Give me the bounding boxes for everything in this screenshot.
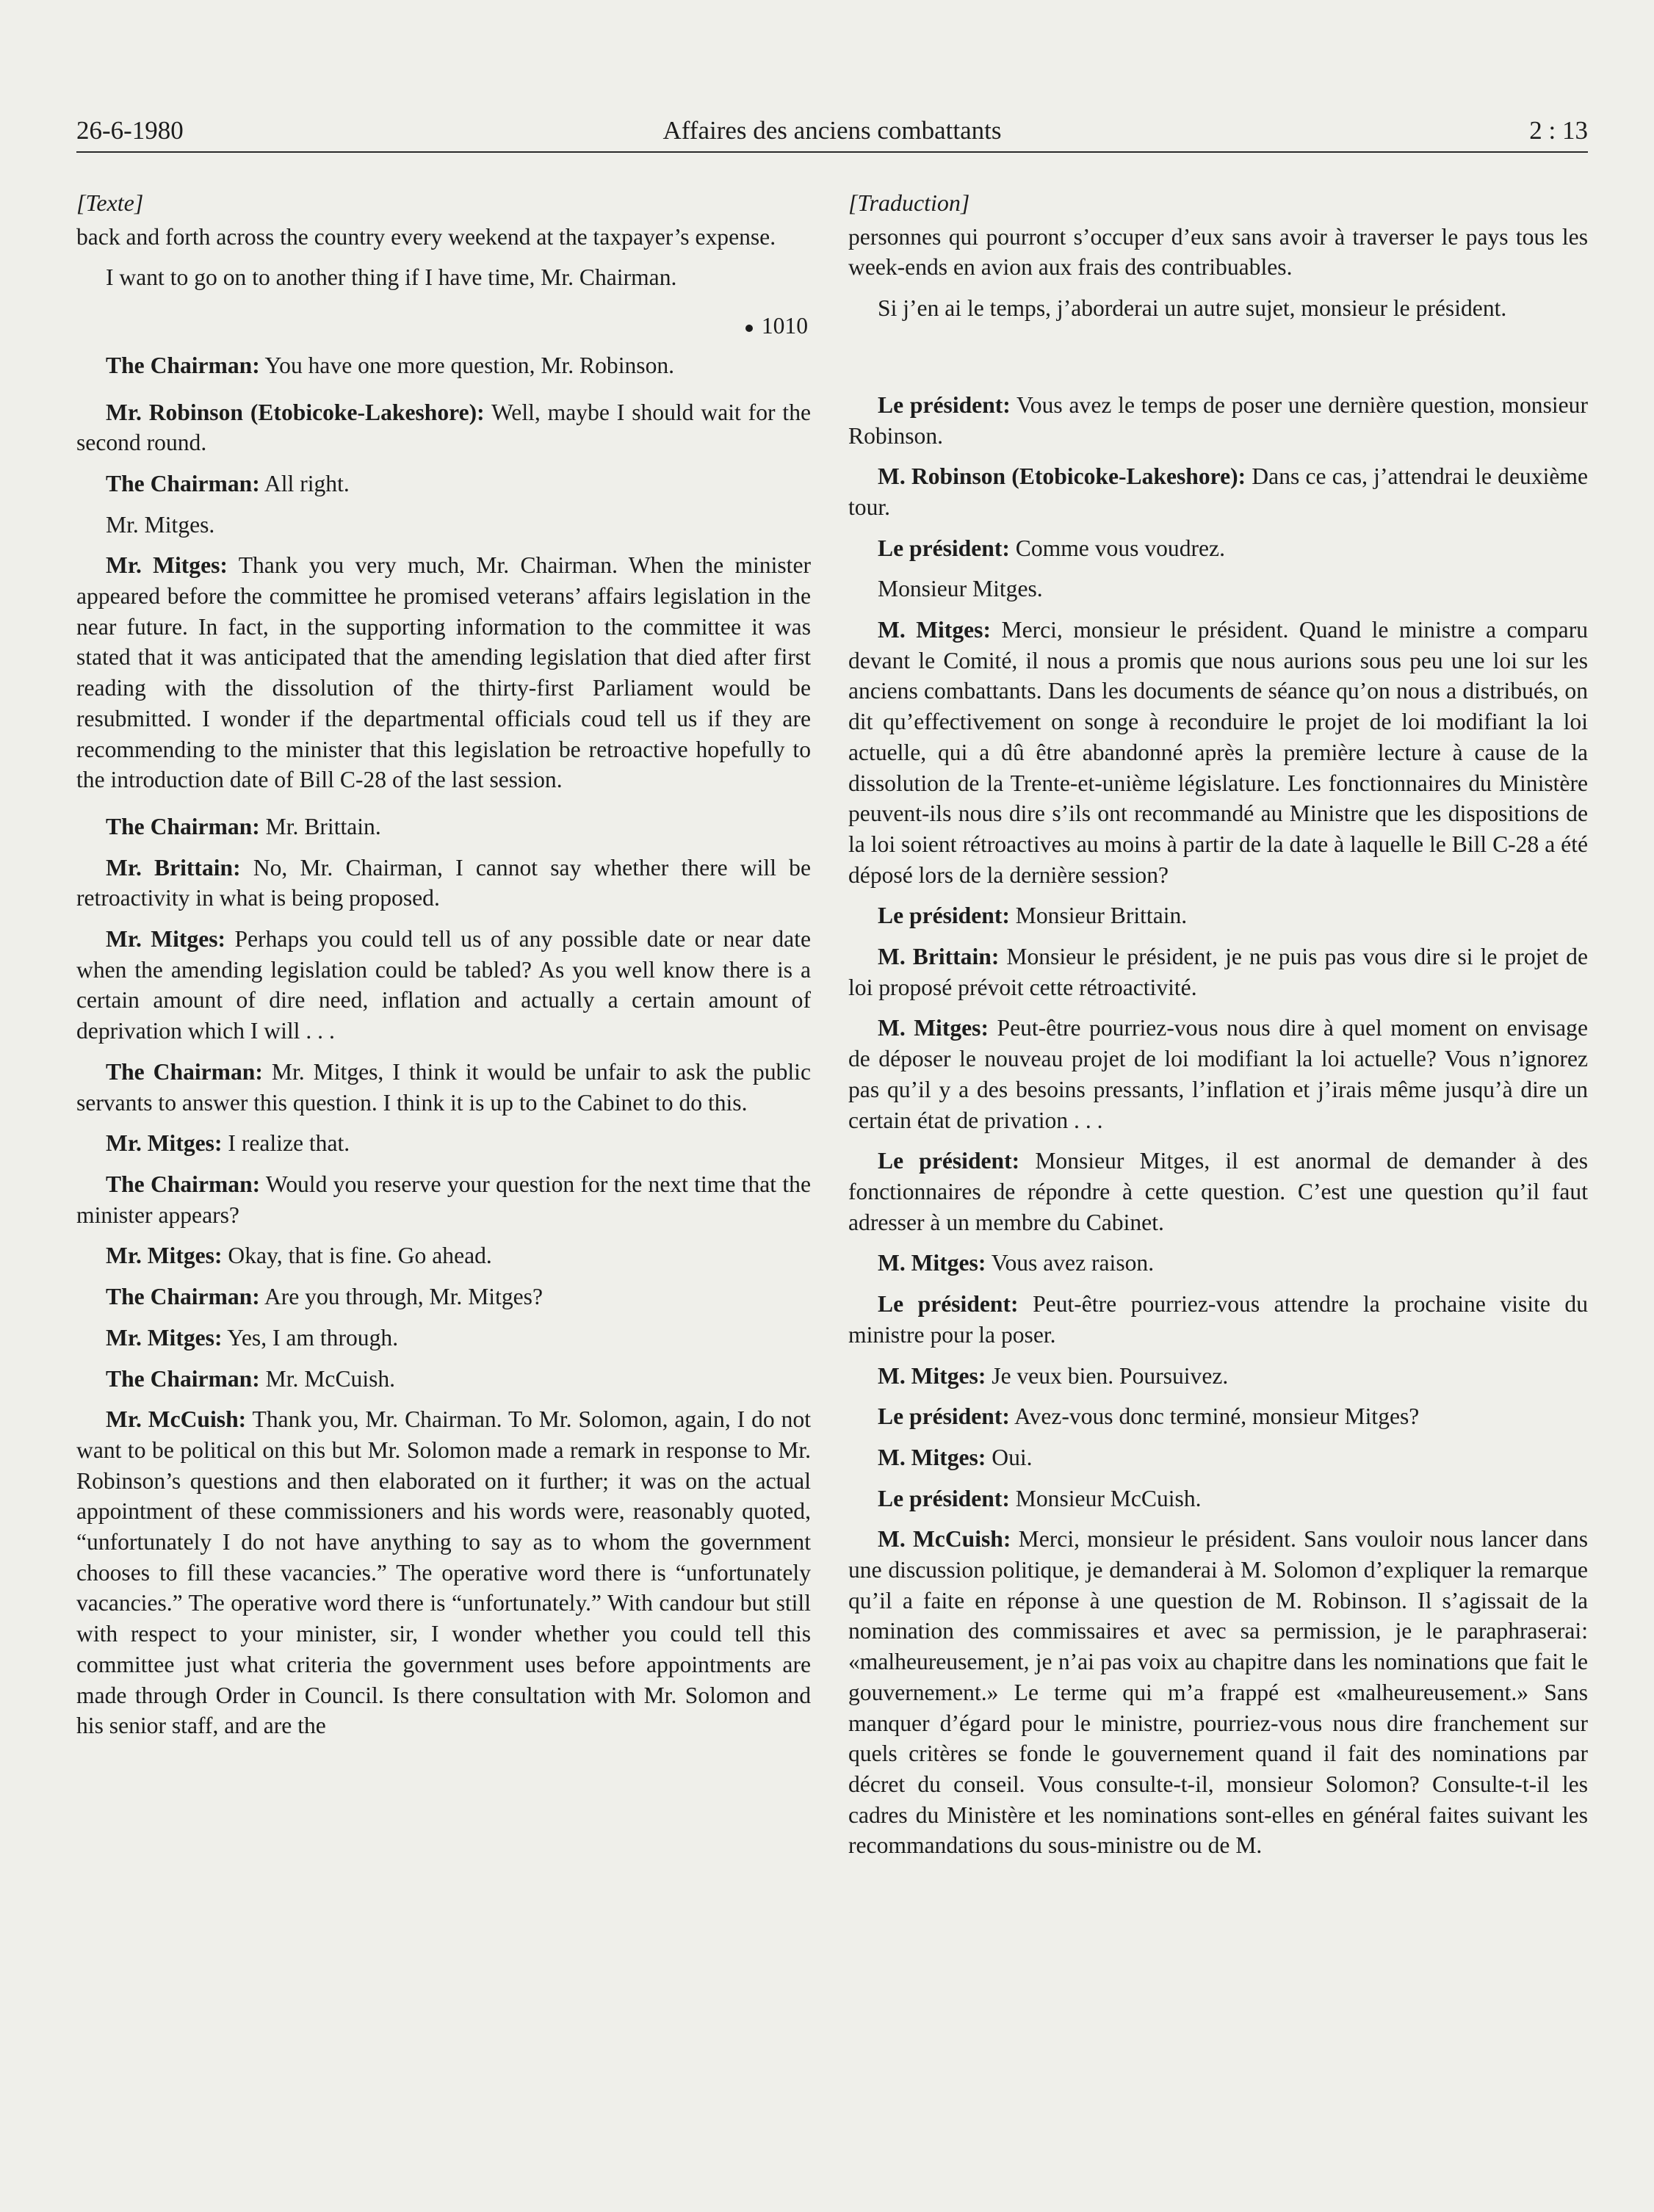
paragraph: M. Mitges: Merci, monsieur le président. Quand le ministre a comparu devant le Comité, il nous a promis que nous aurions sous peu une loi sur les anciens combattants. Dans les documents de séance qu’on nous a distribués, on dit qu’effectivement on songe à reconduire le projet de loi modifiant la loi actuelle, qui a dû être abandonné après la première lecture à cause de la dissolution de la Trente-et-unième législature. Les fonctionnaires du Ministère peuvent-ils nous dire s’ils ont recommandé au Ministre que les dispositions de la loi soient rétroactives au moins à partir de la date à laquelle le Bill C-28 a été déposé lors de la dernière session? — [848, 617, 1589, 888]
paragraph: back and forth across the country every weekend at the taxpayer’s expense. — [76, 223, 776, 250]
paragraph: Monsieur Mitges. — [878, 576, 1043, 602]
paragraph: Le président: Avez-vous donc terminé, monsieur Mitges? — [878, 1403, 1420, 1430]
paragraph: I want to go on to another thing if I have time, Mr. Chairman. — [106, 264, 677, 291]
paragraph: Le président: Comme vous voudrez. — [878, 535, 1225, 561]
page-header — [76, 113, 1588, 153]
paragraph: The Chairman: Are you through, Mr. Mitges? — [106, 1284, 543, 1310]
paragraph: M. Robinson (Etobicoke-Lakeshore): Dans ce cas, j’attendrai le deuxième tour. — [848, 463, 1588, 520]
paragraph: Le président: Monsieur Mitges, il est anormal de demander à des fonctionnaires de répondre à cette question. C’est une question qu’il faut adresser à un membre du Cabinet. — [848, 1148, 1588, 1235]
paragraph: The Chairman: Mr. Brittain. — [106, 813, 381, 839]
paragraph: Le président: Monsieur McCuish. — [878, 1485, 1202, 1511]
paragraph: M. Brittain: Monsieur le président, je ne puis pas vous dire si le projet de loi proposé prévoit cette rétroactivité. — [848, 944, 1588, 1000]
header-date: 26-6-1980 — [76, 116, 184, 145]
header-page-number: 2 : 13 — [1529, 116, 1588, 145]
paragraph: Mr. Mitges. — [106, 511, 215, 538]
paragraph: Mr. Robinson (Etobicoke-Lakeshore): Well, maybe I should wait for the second round. — [76, 399, 812, 456]
paragraph: The Chairman: Would you reserve your question for the next time that the minister appears? — [76, 1171, 811, 1228]
paragraph: The Chairman: Mr. Mitges, I think it would be unfair to ask the public servants to answer this question. I think it is up to the Cabinet to do this. — [76, 1058, 811, 1116]
paragraph: Le président: Peut-être pourriez-vous attendre la prochaine visite du ministre pour la poser. — [848, 1291, 1589, 1348]
paragraph: Mr. Mitges: Yes, I am through. — [106, 1324, 399, 1351]
paragraph: M. McCuish: Merci, monsieur le président. Sans vouloir nous lancer dans une discussion politique, je demanderai à M. Solomon d’expliquer la remarque qu’il a faite en réponse à une question de M. Robinson. Il s’agissait de la nomination des commissaires et avec sa permission, je le paraphraserai: «malheureusement, je n’ai pas voix au chapitre dans les nominations que fait le gouvernement.» Le terme qui m’a frappé est «malheureusement.» Sans manquer d’égard pour le ministre, pourriez-vous nous dire franchement sur quels critères se fonde le gouvernement quand il fait des nominations par décret du conseil. Vous consulte-t-il, monsieur Solomon? Consulte-t-il les cadres du Ministère et les nominations sont-elles en général faites suivant les recommandations du sous-ministre ou de M. — [848, 1526, 1588, 1859]
english-column — [76, 188, 811, 1752]
paragraph: Si j’en ai le temps, j’aborderai un autre sujet, monsieur le président. — [878, 295, 1507, 322]
paragraph: Mr. McCuish: Thank you, Mr. Chairman. To Mr. Solomon, again, I do not want to be political on this but Mr. Solomon made a remark in response to Mr. Robinson’s questions and then elaborated on it further; it was on the actual appointment of these commissioners and his words were, reasonably quoted, “unfortunately I do not have anything to say as to whom the government chooses to fill these vacancies.” The operative word there is “unfortunately vacancies.” The operative word there is “unfortunately.” With candour but still with respect to your minister, sir, I wonder whether you could tell this committee just what criteria the government uses before appointments are made through Order in Council. Is there consultation with Mr. Solomon and his senior staff, and are the — [76, 1406, 811, 1739]
text-tag: [Texte] — [76, 189, 144, 216]
paragraph: personnes qui pourront s’occuper d’eux sans avoir à traverser le pays tous les week-ends en avion aux frais des contribuables. — [848, 223, 1588, 281]
paragraph: Mr. Mitges: Perhaps you could tell us of any possible date or near date when the amending legislation could be tabled? As you well know there is a certain amount of dire need, inflation and actually a certain amount of deprivation which I will . . . — [76, 926, 811, 1044]
paragraph: Mr. Brittain: No, Mr. Chairman, I cannot say whether there will be retroactivity in what is being proposed. — [76, 854, 811, 911]
paragraph: The Chairman: Mr. McCuish. — [106, 1365, 396, 1392]
paragraph: Mr. Mitges: Thank you very much, Mr. Chairman. When the minister appeared before the committee he promised veterans’ affairs legislation in the near future. In fact, in the supporting information to the committee it was stated that it was anticipated that the amending legislation that died after first reading with the dissolution of the thirty-first Parliament would be resubmitted. I wonder if the departmental officials coud tell us if they are recommending to the minister that this legislation be retroactive hopefully to the introduction date of Bill C-28 of the last session. — [76, 552, 811, 793]
header-title: Affaires des anciens combattants — [662, 116, 1002, 145]
french-column — [848, 188, 1588, 1871]
time-marker: 1010 — [76, 311, 808, 341]
paragraph: M. Mitges: Oui. — [878, 1444, 1033, 1470]
bullet-icon — [745, 325, 753, 332]
paragraph: M. Mitges: Vous avez raison. — [878, 1250, 1155, 1276]
paragraph: Le président: Monsieur Brittain. — [878, 903, 1188, 929]
paragraph: The Chairman: You have one more question, Mr. Robinson. — [106, 352, 675, 378]
paragraph: Mr. Mitges: Okay, that is fine. Go ahead. — [106, 1243, 492, 1269]
paragraph: The Chairman: All right. — [106, 470, 350, 496]
paragraph: Le président: Vous avez le temps de poser une dernière question, monsieur Robinson. — [848, 391, 1589, 449]
paragraph: Mr. Mitges: I realize that. — [106, 1130, 350, 1157]
paragraph: M. Mitges: Peut-être pourriez-vous nous dire à quel moment on envisage de déposer le nouveau projet de loi modifiant la loi actuelle? Vous n’ignorez pas qu’il y a des besoins pressants, l’inflation et j’irais même jusqu’à dire un certain état de privation . . . — [848, 1015, 1588, 1133]
translation-tag: [Traduction] — [848, 189, 970, 216]
paragraph: M. Mitges: Je veux bien. Poursuivez. — [878, 1362, 1229, 1389]
